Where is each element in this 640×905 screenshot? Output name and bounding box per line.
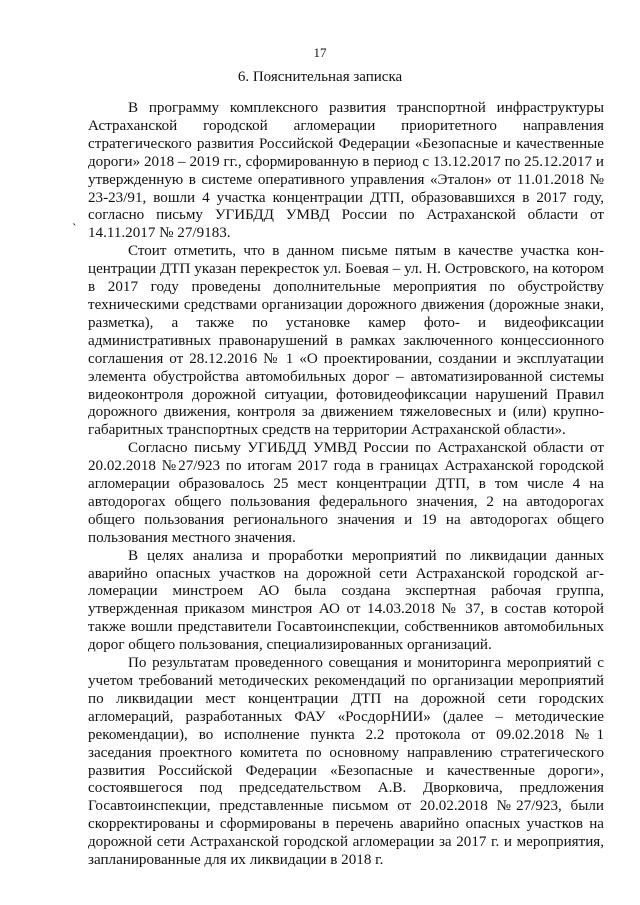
page-number: 17 [313,45,327,60]
paragraph-3: Согласно письму УГИБДД УМВД России по Астраханской области от 20.02.2018 №27/923 по итогам 2017 года в границах Астраханской городской агломерации образовалось 25 мест концентрации ДТП, в том числе 4 на автодорогах общего пользования федерального значения, 2 на автодорогах общего пользования регионального значения и 19 на автодорогах общего пользования местного значения. [88,440,604,546]
paragraph-4: В целях анализа и проработки мероприятий по ликвидации данных аварийно опасных участков на дорожной сети Астраханской городской агломерации минстроем АО была создана экспертная рабочая группа, утвержденная приказом минстроя АО от 14.03.2018 № 37, в состав которой также вошли представители Госавтоинспекции, собственников автомобильных дорог общего пользования, специализированных организаций. [88,547,604,654]
body-text [88,100,604,870]
paragraph-5: По результатам проведенного совещания и мониторинга мероприятий с учетом требований методических рекомендаций по организации мероприятий по ликвидации мест концентрации ДТП на дорожной сети городских агломераций, разработанных ФАУ «РосдорНИИ» (далее – методические рекомендации), во исполнение пункта 2.2 протокола от 09.02.2018 №1 заседания проектного комитета по основному направлению стратегического развития Российской Федерации «Безопасные и качественные дороги», состоявшегося под председательством А.В. Дворковича, предложения Госавтоинспекции, представленные письмом от 20.02.2018 №27/923, были скорректированы и сформированы в перечень аварийно опасных участков на дорожной сети Астраханской городской агломерации за 2017 г. и мероприятия, запланированные для их ликвидации в 2018 г. [88,655,604,869]
margin-mark: ˋ [72,222,77,237]
paragraph-1: В программу комплексного развития транспортной инфраструктуры Астраханской городской агломерации приоритетного направления стратегического развития Российской Федерации «Безопасные и качественные дороги» 2018 – 2019 гг., сформированную в период с 13.12.2017 по 25.12.2017 и утвержденную в системе оперативного управления «Эталон» от 11.01.2018 № 23-23/91, вошли 4 участка концентрации ДТП, образовавшихся в 2017 году, согласно письму УГИБДД УМВД России по Астраханской области от 14.11.2017 № 27/9183. [88,100,604,242]
section-title: 6. Пояснительная записка [237,69,403,85]
paragraph-2: Стоит отметить, что в данном письме пятым в качестве участка концентрации ДТП указан перекресток ул. Боевая – ул. Н. Островского, на котором в 2017 году проведены дополнительные мероприятия по обустройству техническими средствами организации дорожного движения (дорожные знаки, разметка), а также по установке камер фото- и видеофиксации административных правонарушений в рамках заключенного концессионного соглашения от 28.12.2016 № 1 «О проектировании, создании и эксплуатации элемента обустройства автомобильных дорог – автоматизированной системы видеоконтроля дорожной ситуации, фотовидеофиксации нарушений Правил дорожного движения, контроля за движением тяжеловесных и (или) крупногабаритных транспортных средств на территории Астраханской области». [88,243,604,439]
